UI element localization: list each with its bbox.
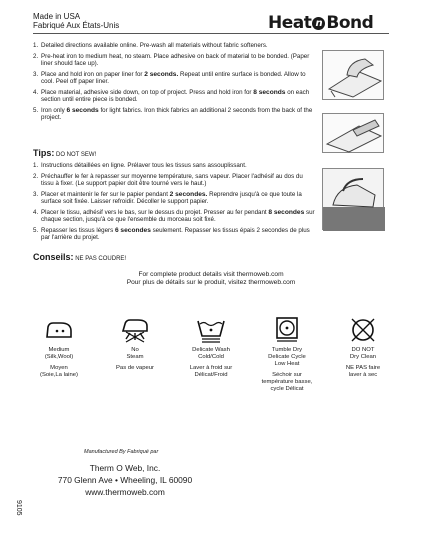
step-text: 2 seconds. — [144, 70, 179, 78]
care-fr: Laver à froid sur Délicat/Froid — [189, 365, 233, 378]
step-item — [33, 89, 315, 104]
care-item-dry — [253, 317, 321, 393]
company-info — [52, 462, 198, 498]
brand-logo: Heat n Bond — [268, 13, 374, 33]
english-steps — [33, 42, 315, 125]
care-item-steam — [101, 317, 169, 393]
step-number: 3. — [33, 70, 39, 78]
origin-text — [33, 12, 119, 30]
care-symbols — [25, 317, 397, 393]
care-fr: Pas de vapeur — [116, 365, 154, 371]
step-text: Iron only — [41, 106, 67, 114]
conseils: Conseils: NE PAS COUDRE! — [33, 252, 127, 262]
tips: Tips: DO NOT SEW! — [33, 148, 97, 158]
step-text: Reprendre jusqu'à ce que toute la surface soit fixée. Laisser refroidir. Décoller le support papier. — [41, 190, 302, 205]
step-text: Place and hold iron on paper liner for — [41, 70, 145, 78]
care-fr: NE PAS faire laver à sec — [345, 365, 381, 378]
company-website: www.thermoweb.com — [85, 487, 165, 497]
step-text: on each section until entire piece is bonded. — [41, 88, 310, 103]
step-number: 2. — [33, 52, 39, 60]
iron-illustration-1 — [322, 50, 384, 100]
top-divider — [33, 33, 389, 34]
step-item — [33, 209, 315, 224]
step-item — [33, 53, 315, 68]
step-text: seulement. Repasser les tissus épais 2 secondes de plus par l'arrière du projet. — [41, 226, 310, 241]
care-en: Medium (Silk,Wool) — [44, 347, 74, 360]
step-text: Pre-heat iron to medium heat, no steam. Place adhesive on back of material to be bonded. (Paper liner should face up). — [41, 52, 310, 67]
step-number: 5. — [33, 106, 39, 114]
manufactured-by: Manufactured By Fabriqué par — [84, 449, 159, 455]
tumble-dry-low-icon — [253, 317, 321, 343]
step-number: 1. — [33, 162, 39, 169]
origin-fr: Fabriqué Aux États-Unis — [33, 21, 120, 30]
step-text: Repasser les tissus légers — [41, 226, 115, 234]
origin-en: Made in USA — [33, 12, 81, 21]
step-number: 2. — [33, 172, 39, 180]
care-item-iron — [25, 317, 93, 393]
step-text: Placer le tissu, adhésif vers le bas, sur le dessus du projet. Presser au fer pendant — [41, 208, 269, 216]
company-address: 770 Glenn Ave • Wheeling, IL 60090 — [57, 475, 193, 485]
step-item — [33, 42, 315, 49]
details-en: For complete product details visit thermoweb.com — [138, 271, 284, 278]
iron-medium-icon — [25, 317, 93, 343]
step-text: Placer et maintenir le fer sur le papier pendant — [41, 190, 170, 198]
company-name: Therm O Web, Inc. — [89, 463, 161, 473]
step-text: 8 secondes — [268, 208, 305, 216]
step-item — [33, 173, 315, 188]
do-not-dry-clean-icon — [329, 317, 397, 343]
care-item-dryclean — [329, 317, 397, 393]
care-en: Tumble Dry Delicate Cycle Low Heat — [268, 347, 306, 367]
step-text: sur chaque section, jusqu'à ce que l'ensemble du morceau soit fixé. — [41, 208, 315, 223]
step-number: 4. — [33, 88, 39, 96]
care-en: DO NOT Dry Clean — [349, 347, 377, 360]
no-steam-icon — [101, 317, 169, 343]
step-text: 6 secondes — [114, 226, 151, 234]
step-text: Place material, adhesive side down, on top of project. Press and hold iron for — [41, 88, 254, 96]
step-number: 3. — [33, 190, 39, 198]
step-text: 6 seconds — [66, 106, 99, 114]
delicate-wash-icon — [177, 317, 245, 343]
step-text: Detailed directions available online. Pre-wash all materials without fabric softeners. — [41, 42, 268, 49]
step-number: 4. — [33, 208, 39, 216]
step-text: Instructions détaillées en ligne. Prélaver tous les tissus sans assouplissant. — [41, 162, 247, 169]
step-number: 1. — [33, 42, 39, 49]
step-item — [33, 71, 315, 86]
step-text: 2 secondes. — [169, 190, 208, 198]
step-item — [33, 191, 315, 206]
iron-illustration-3 — [322, 168, 384, 230]
step-item — [33, 227, 315, 242]
step-item — [33, 162, 315, 169]
product-details — [33, 271, 389, 287]
care-item-wash — [177, 317, 245, 393]
details-fr: Pour plus de détails sur le produit, visitez thermoweb.com — [126, 279, 296, 286]
lot-number: 9105 — [15, 500, 22, 516]
step-number: 5. — [33, 226, 39, 234]
step-text: Repeat until entire surface is bonded. Allow to cool. Peel off paper liner. — [41, 70, 306, 85]
care-en: Delicate Wash Cold/Cold — [192, 347, 230, 360]
care-en: No Steam — [126, 347, 144, 360]
iron-illustration-2 — [322, 113, 384, 153]
step-text: 8 seconds — [253, 88, 286, 96]
step-text: Préchauffer le fer à repasser sur moyenne température, sans vapeur. Placer l'adhésif au dos du tissu à fixer. (Le support papier doit être tourné vers le haut.) — [41, 172, 303, 187]
care-fr: Séchoir sur température basse, cycle Délicat — [261, 372, 313, 392]
step-text: for light fabrics. Iron thick fabrics an additional 2 seconds from the back of the project. — [41, 106, 313, 121]
care-fr: Moyen (Soie,La laine) — [40, 365, 78, 378]
step-item — [33, 107, 315, 122]
french-steps — [33, 162, 315, 245]
